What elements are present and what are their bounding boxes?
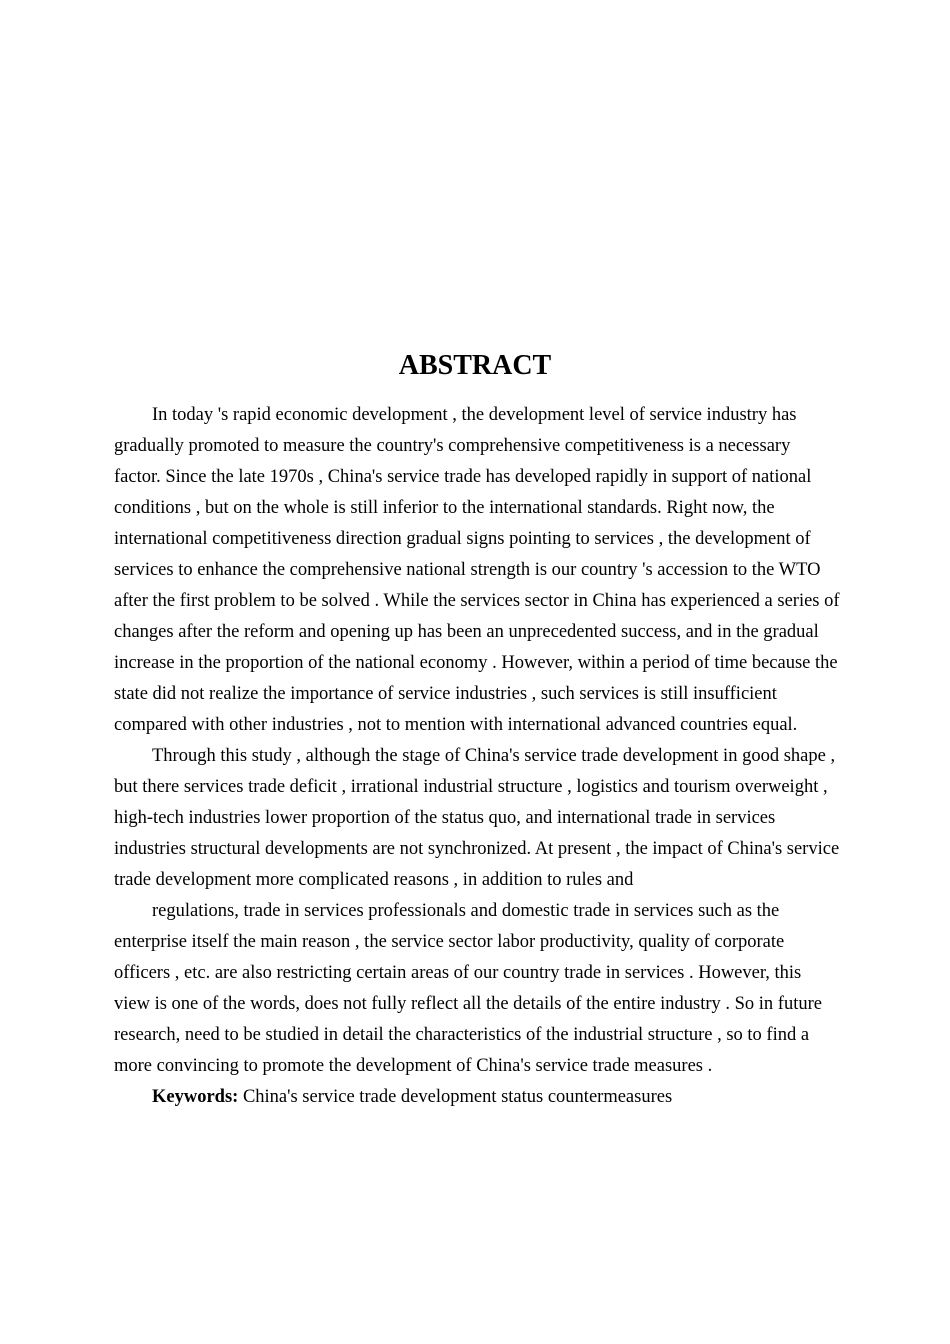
abstract-body (114, 400, 840, 1113)
abstract-paragraph-1: In today 's rapid economic development , the development level of service industry has gradually promoted to measure the country's comprehensive competitiveness is a necessary factor. Since the late 1970s , China's service trade has developed rapidly in support of national conditions , but on the whole is still inferior to the international standards. Right now, the international competitiveness direction gradual signs pointing to services , the development of services to enhance the comprehensive national strength is our country 's accession to the WTO after the first problem to be solved . While the services sector in China has experienced a series of changes after the reform and opening up has been an unprecedented success, and in the gradual increase in the proportion of the national economy . However, within a period of time because the state did not realize the importance of service industries , such services is still insufficient compared with other industries , not to mention with international advanced countries equal. (114, 405, 840, 735)
abstract-paragraph-2: Through this study , although the stage of China's service trade development in good shape , but there services trade deficit , irrational industrial structure , logistics and tourism overweight , high-tech industries lower proportion of the status quo, and international trade in services industries structural developments are not synchronized. At present , the impact of China's service trade development more complicated reasons , in addition to rules and (114, 746, 840, 890)
abstract-title: ABSTRACT (398, 350, 552, 381)
abstract-paragraph-3: regulations, trade in services professionals and domestic trade in services such as the enterprise itself the main reason , the service sector labor productivity, quality of corporate officers , etc. are also restricting certain areas of our country trade in services . However, this view is one of the words, does not fully reflect all the details of the entire industry . So in future research, need to be studied in detail the characteristics of the industrial structure , so to find a more convincing to promote the development of China's service trade measures . (114, 901, 822, 1076)
keywords-text: China's service trade development status countermeasures (242, 1087, 673, 1107)
keywords-label: Keywords: (152, 1087, 239, 1107)
keywords-line (114, 1082, 840, 1113)
